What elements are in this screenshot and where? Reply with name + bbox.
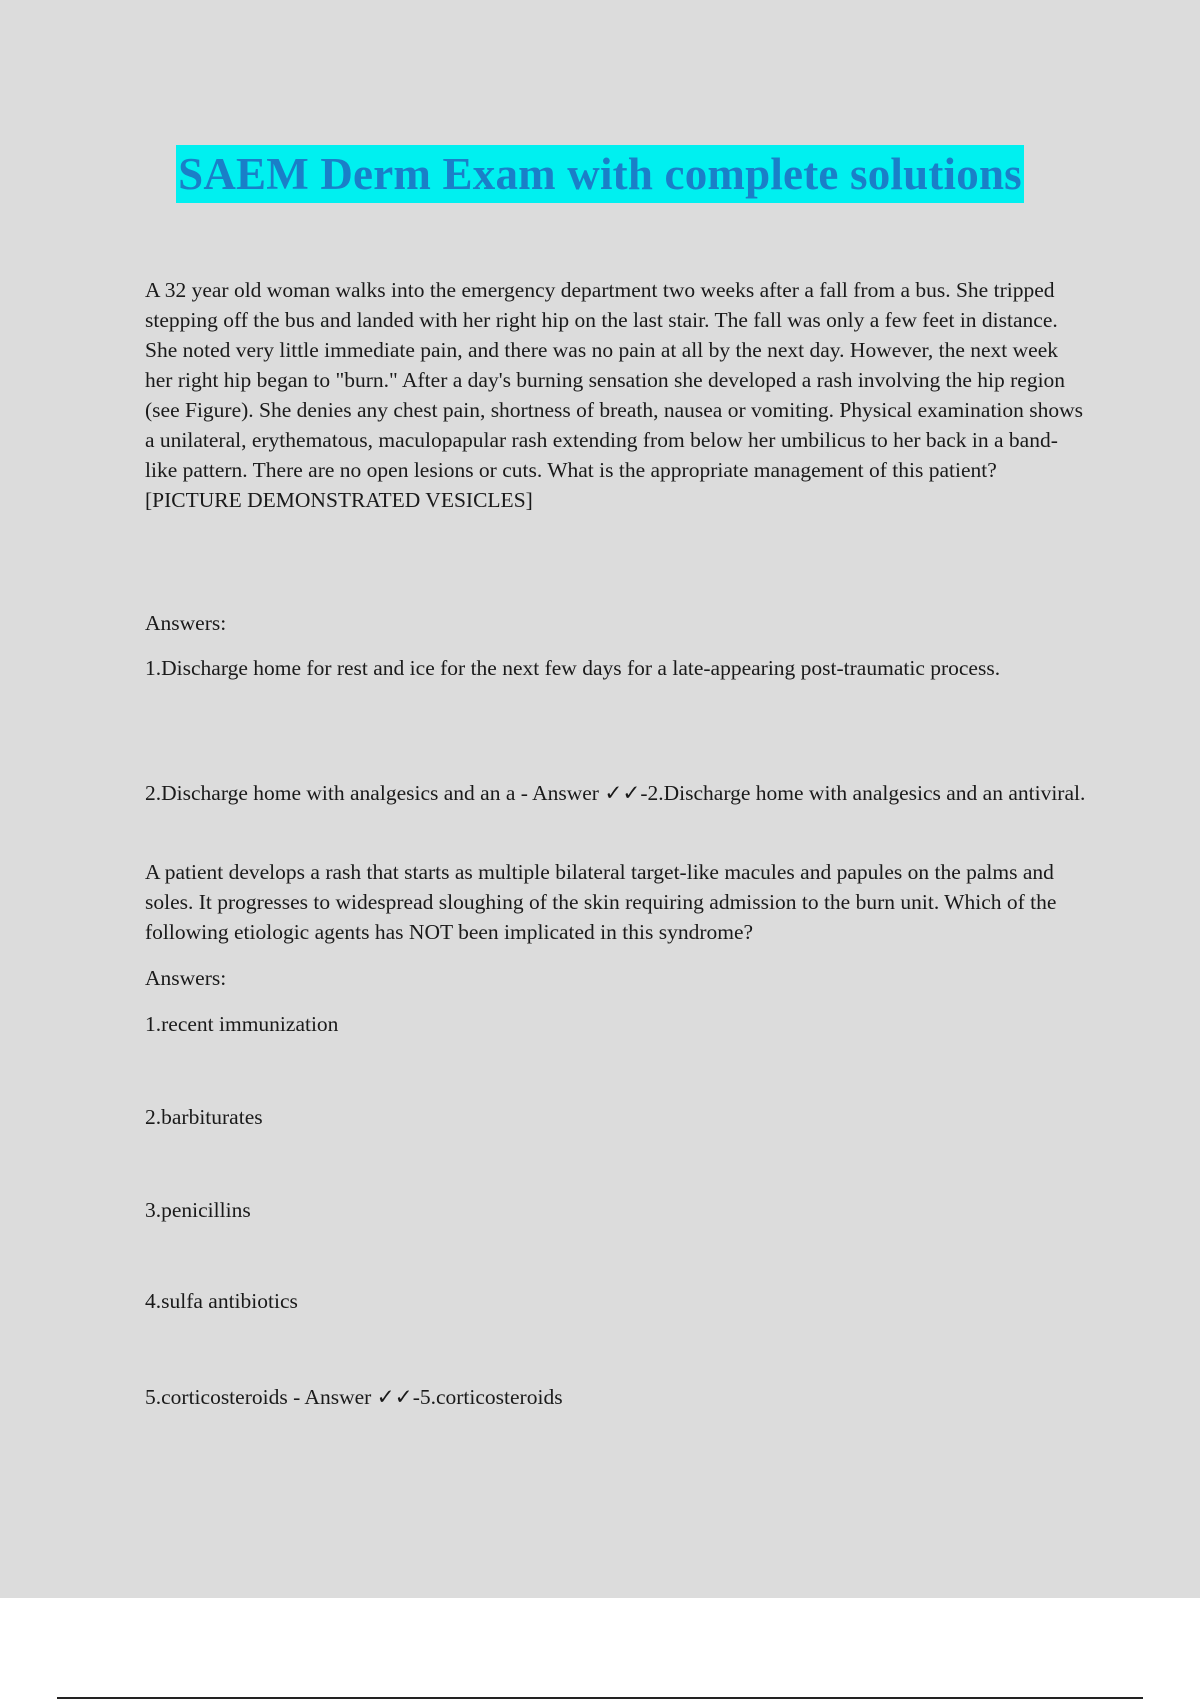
question-2-option-4: 4.sulfa antibiotics [145,1289,298,1313]
question-2-option-5-answer: 5.corticosteroids - Answer ✓✓-5.corticosteroids [145,1385,563,1409]
question-2-option-1: 1.recent immunization [145,1012,339,1036]
document-title: SAEM Derm Exam with complete solutions [176,145,1024,203]
question-2-answers-label: Answers: [145,966,227,990]
title-container [0,145,1200,203]
question-2-option-3: 3.penicillins [145,1198,251,1222]
question-1-option-1: 1.Discharge home for rest and ice for the next few days for a late-appearing post-traumatic process. [145,656,1001,680]
question-2-option-2: 2.barbiturates [145,1105,263,1129]
question-1-answers-label: Answers: [145,611,227,635]
question-1-option-2-answer: 2.Discharge home with analgesics and an a - Answer ✓✓-2.Discharge home with analgesics and an antiviral. [145,781,1086,805]
question-2-text: A patient develops a rash that starts as multiple bilateral target-like macules and papules on the palms and soles. It progresses to widespread sloughing of the skin requiring admission to the burn unit. Which of the following etiologic agents has NOT been implicated in this syndrome? [145,860,1057,944]
question-1-text: A 32 year old woman walks into the emergency department two weeks after a fall from a bus. She tripped stepping off the bus and landed with her right hip on the last stair. The fall was only a few feet in distance. She noted very little immediate pain, and there was no pain at all by the next day. However, the next week her right hip began to "burn." After a day's burning sensation she developed a rash involving the hip region (see Figure). She denies any chest pain, shortness of breath, nausea or vomiting. Physical examination shows a unilateral, erythematous, maculopapular rash extending from below her umbilicus to her back in a band-like pattern. There are no open lesions or cuts. What is the appropriate management of this patient? [PICTURE DEMONSTRATED VESICLES] [145,278,1084,512]
footer-divider [57,1697,1143,1699]
